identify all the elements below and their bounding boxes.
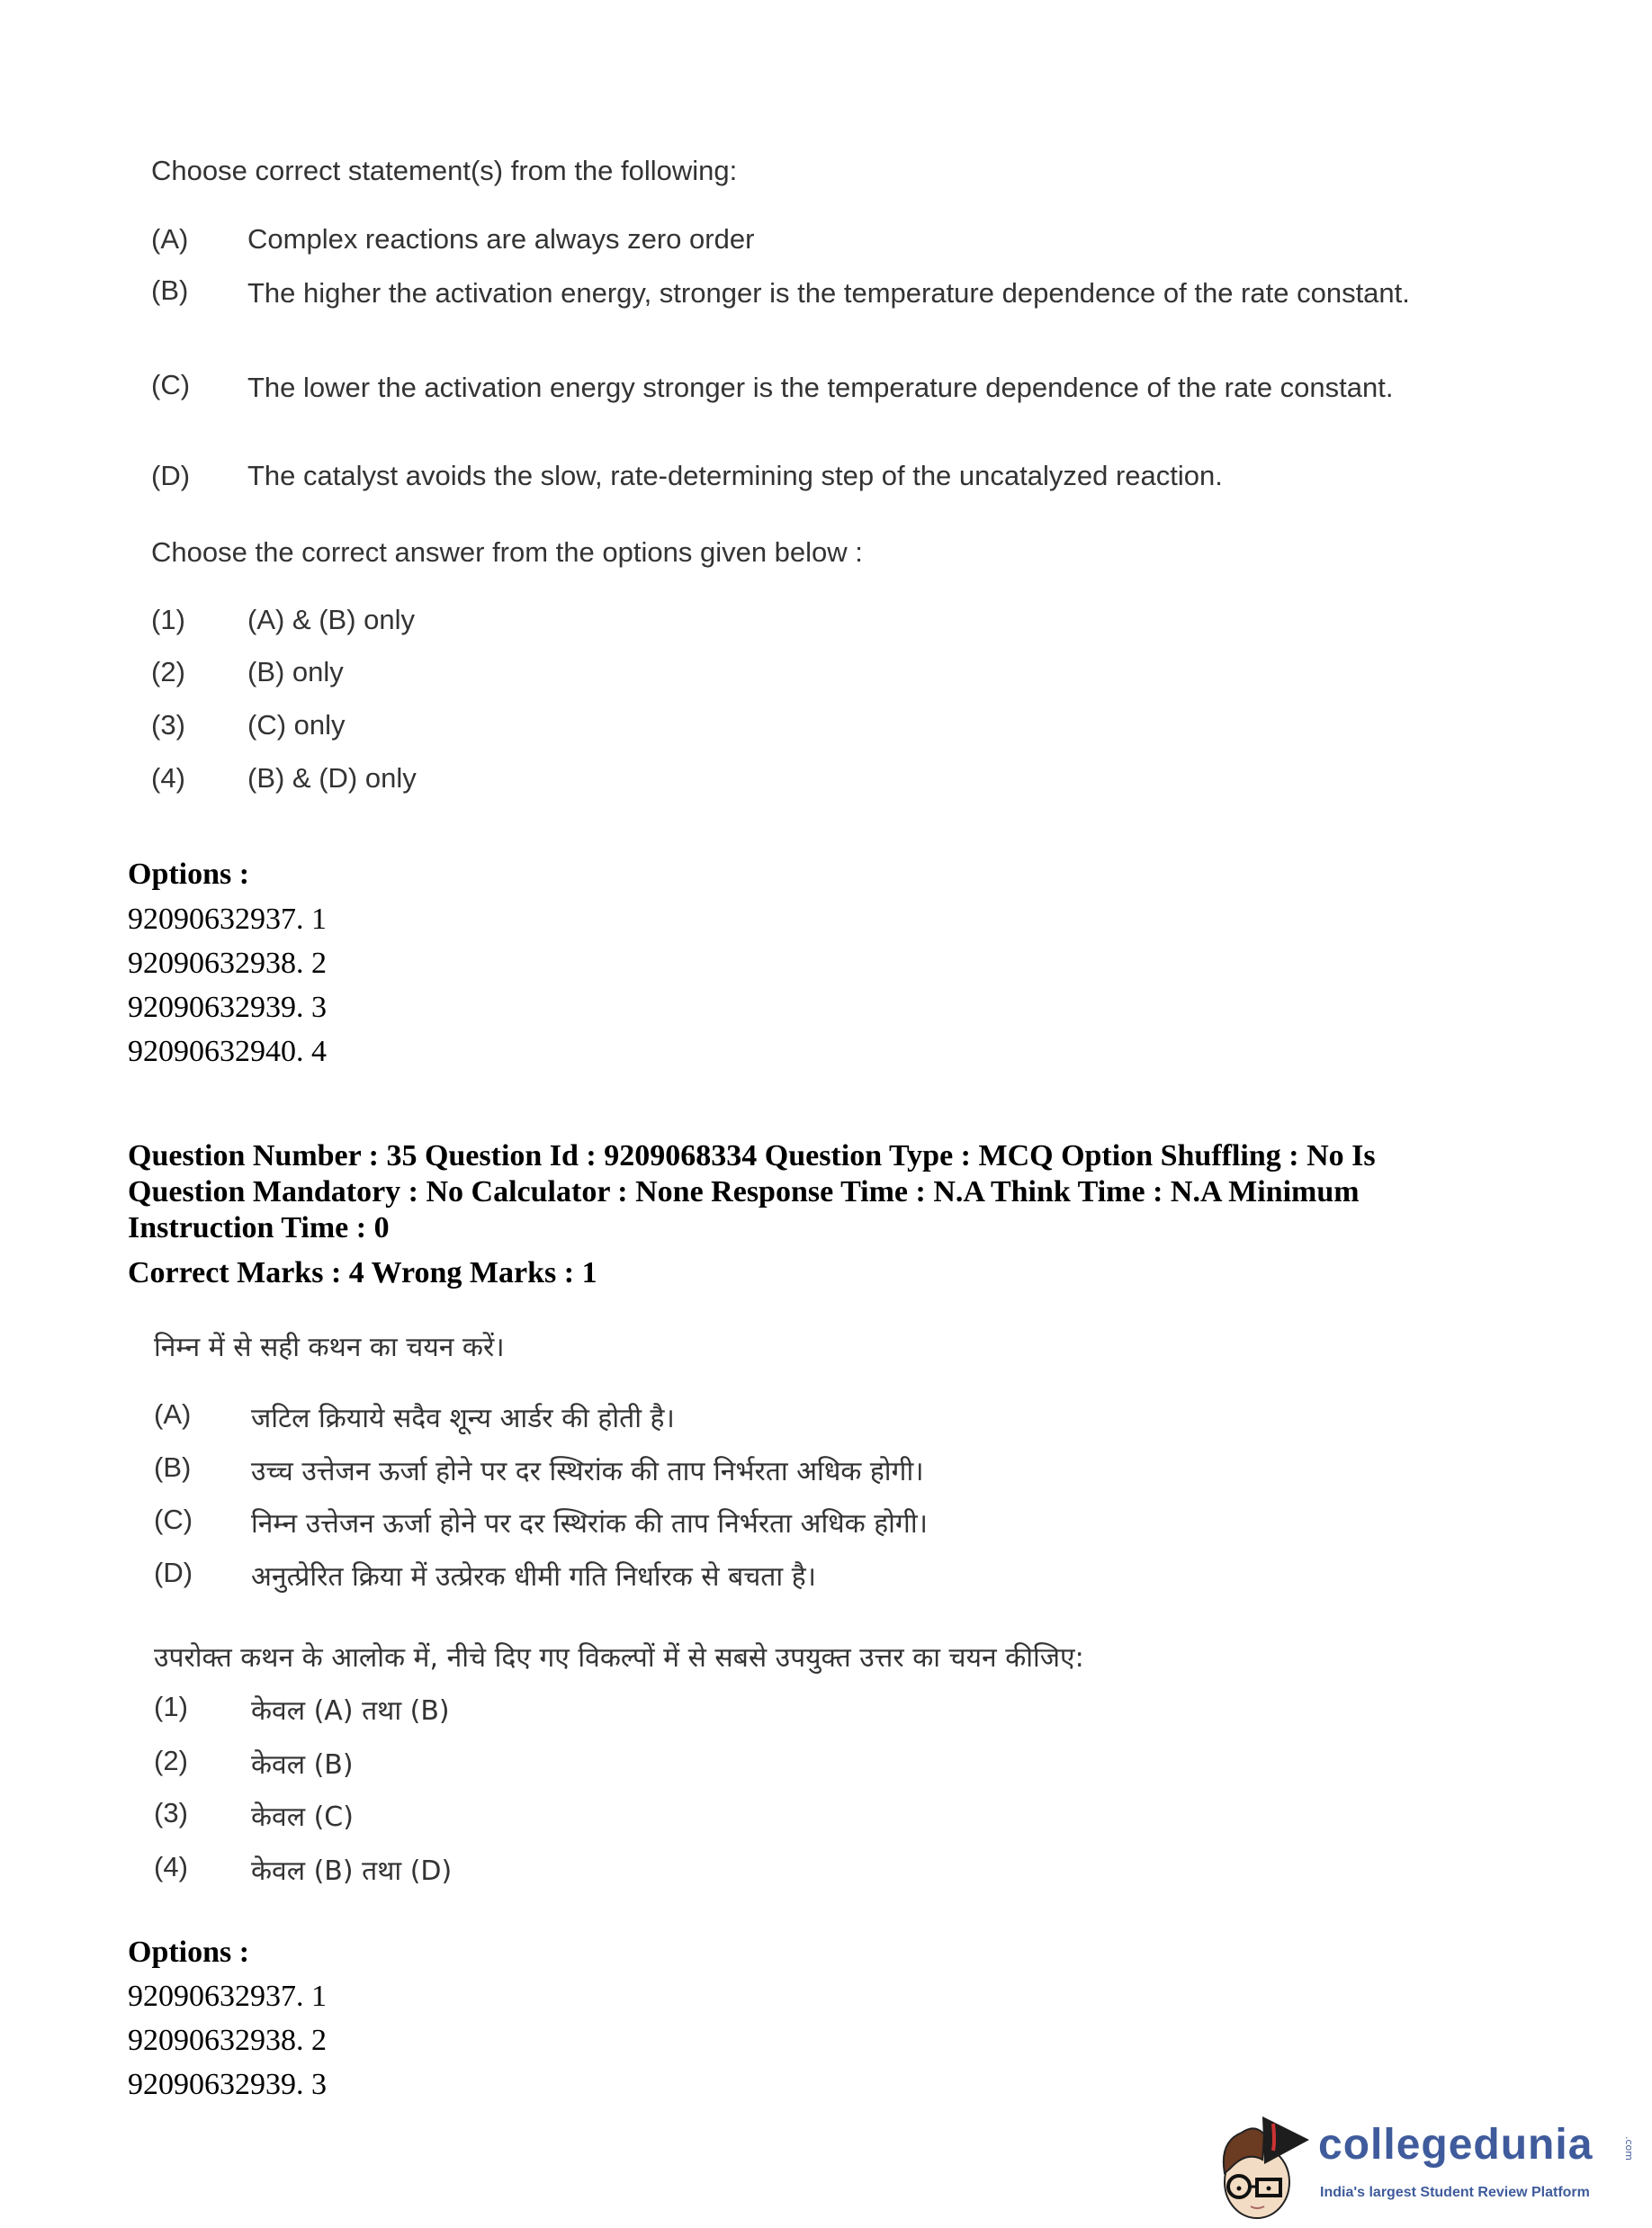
choice-text: केवल (A) तथा (B) xyxy=(251,1695,450,1727)
statement-text: The lower the activation energy stronger is the temperature dependence of the rate constant. xyxy=(247,372,1394,403)
choice-text: केवल (C) xyxy=(251,1801,354,1833)
statement-label: (D) xyxy=(154,1557,193,1588)
options-heading: Options : xyxy=(128,1936,250,1969)
option-item: 92090632938. 2 xyxy=(128,2024,327,2057)
choice-text: केवल (B) xyxy=(251,1749,354,1781)
choice-label: (1) xyxy=(154,1691,188,1722)
choice-text: केवल (B) तथा (D) xyxy=(251,1855,453,1887)
choice-text: (B) only xyxy=(247,656,344,687)
statement-label: (D) xyxy=(151,460,191,491)
choice-text: (C) only xyxy=(247,709,346,741)
logo-brand: collegedunia xyxy=(1318,2121,1594,2169)
choice-label: (3) xyxy=(154,1797,188,1828)
statement-label: (C) xyxy=(154,1504,193,1535)
choice-label: (2) xyxy=(151,656,185,687)
question-meta xyxy=(128,1138,1477,1291)
choice-label: (4) xyxy=(151,762,185,794)
question-marks: Correct Marks : 4 Wrong Marks : 1 xyxy=(128,1256,597,1289)
statement-text: Complex reactions are always zero order xyxy=(247,223,755,255)
option-item: 92090632937. 1 xyxy=(128,1980,327,2013)
statement-text: निम्न उत्तेजन ऊर्जा होने पर दर स्थिरांक की ताप निर्भरता अधिक होगी। xyxy=(251,1508,928,1540)
option-item: 92090632940. 4 xyxy=(128,1035,327,1068)
statement-label: (C) xyxy=(151,369,191,400)
collegedunia-logo xyxy=(1210,2097,1647,2223)
logo-tagline: India's largest Student Review Platform xyxy=(1320,2185,1590,2200)
option-item: 92090632939. 3 xyxy=(128,991,327,1024)
logo-suffix: .com xyxy=(1623,2136,1635,2161)
choice-text: (B) & (D) only xyxy=(247,762,417,794)
hindi-instruction: उपरोक्त कथन के आलोक में, नीचे दिए गए विकल्पों में से सबसे उपयुक्त उत्तर का चयन कीजिए: xyxy=(154,1642,1084,1674)
choice-label: (4) xyxy=(154,1851,188,1882)
options-heading: Options : xyxy=(128,858,250,891)
option-item: 92090632938. 2 xyxy=(128,947,327,980)
statement-label: (A) xyxy=(151,223,189,255)
choice-label: (1) xyxy=(151,604,185,635)
statement-label: (B) xyxy=(154,1451,192,1483)
statement-label: (B) xyxy=(151,274,189,306)
question-prompt: Choose correct statement(s) from the following: xyxy=(151,155,738,186)
statement-text: The catalyst avoids the slow, rate-determining step of the uncatalyzed reaction. xyxy=(247,460,1223,491)
statement-text: उच्च उत्तेजन ऊर्जा होने पर दर स्थिरांक की ताप निर्भरता अधिक होगी। xyxy=(251,1456,924,1487)
statement-text: अनुत्प्रेरित क्रिया में उत्प्रेरक धीमी गति निर्धारक से बचता है। xyxy=(251,1561,817,1593)
statement-text: जटिल क्रियाये सदैव शून्य आर्डर की होती है। xyxy=(251,1403,675,1434)
option-item: 92090632937. 1 xyxy=(128,903,327,936)
choice-label: (2) xyxy=(154,1745,188,1776)
hindi-prompt: निम्न में से सही कथन का चयन करें। xyxy=(154,1332,505,1363)
answer-instruction: Choose the correct answer from the options given below : xyxy=(151,536,863,568)
mascot-icon xyxy=(1210,2097,1318,2223)
statement-label: (A) xyxy=(154,1398,192,1430)
question-info: Question Number : 35 Question Id : 9209068334 Question Type : MCQ Option Shuffling : No Is Question Mandatory : No Calculator : None Response Time : N.A Think Time : N.A Minimum Instruction Time : 0 xyxy=(128,1139,1376,1244)
choice-text: (A) & (B) only xyxy=(247,604,416,635)
option-item: 92090632939. 3 xyxy=(128,2068,327,2101)
choice-label: (3) xyxy=(151,709,185,741)
statement-text: The higher the activation energy, stronger is the temperature dependence of the rate constant. xyxy=(247,277,1410,309)
